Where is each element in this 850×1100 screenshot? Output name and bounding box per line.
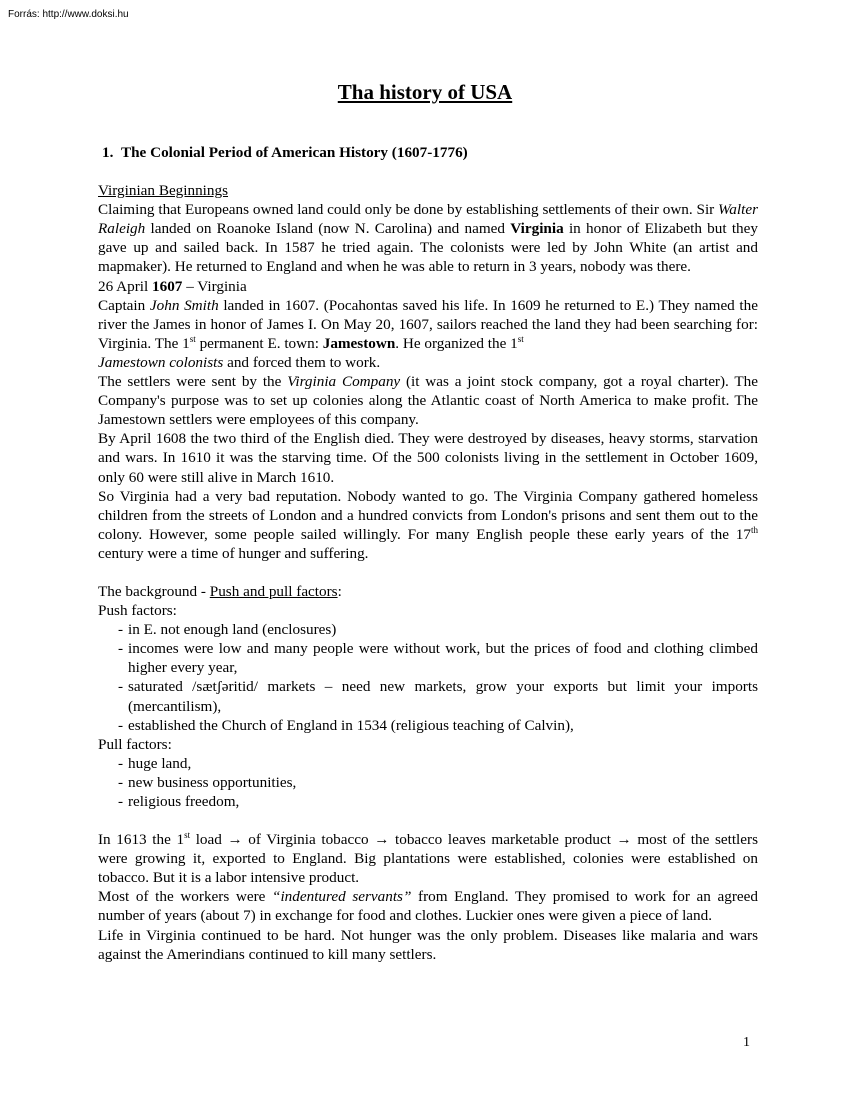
italic-name: Walter Raleigh (98, 201, 758, 238)
list-item-text: religious freedom, (128, 793, 240, 810)
text: – Virginia (182, 277, 247, 295)
bold-name: Virginia (510, 220, 564, 238)
text: . He organized the 1 (395, 334, 518, 352)
text: and forced them to work. (223, 353, 381, 371)
page-number: 1 (743, 1035, 750, 1050)
underlined-text: Push and pull factors (209, 582, 338, 600)
text: The settlers were sent by the (98, 373, 288, 391)
text: in honor of Elizabeth but they gave up and sailed back. In 1587 he tried again. The colonists were led by John White (an artist and mapmaker). He returned to England and when he was able to return in 3 years, nobody was there. (98, 220, 758, 276)
dash: - (118, 621, 124, 639)
paragraph-virginia-company (98, 372, 758, 429)
list-item-text: new business opportunities, (128, 773, 297, 791)
paragraph-raleigh (98, 200, 758, 276)
text: Most of the workers were (98, 888, 273, 906)
text: So Virginia had a very bad reputation. Nobody wanted to go. The Virginia Company gathered homeless children from the streets of London and a hundred convicts from London's prisons and sent them out to the colony. However, some people sailed willingly. For many English people these early years of the 17 (98, 487, 758, 543)
superscript: st (517, 333, 524, 344)
list-item (108, 792, 758, 811)
text: Captain (98, 296, 150, 314)
pull-factors-label: Pull factors: (98, 735, 172, 753)
text: In 1613 the 1 (98, 831, 185, 849)
dash: - (118, 678, 124, 696)
list-item-text: incomes were low and many people were without work, but the prices of food and clothing climbed higher every year, (128, 640, 758, 677)
spacer (98, 563, 758, 582)
bold-year: 1607 (152, 277, 183, 295)
paragraph-life-in-virginia: Life in Virginia continued to be hard. Not hunger was the only problem. Diseases like malaria and wars against the Amerindians continued to kill many settlers. (98, 926, 758, 963)
list-item (108, 716, 758, 735)
page-title: Tha history of USA (337, 80, 513, 104)
text: : (337, 582, 342, 600)
dash: - (118, 716, 124, 734)
superscript: st (184, 830, 191, 841)
source-note: Forrás: http://www.doksi.hu (8, 9, 129, 20)
italic-name: John Smith (149, 296, 219, 314)
paragraph-reputation (98, 487, 758, 563)
bold-name: Jamestown (322, 334, 396, 352)
text: from England. They promised to work for an agreed number of years (about 7) in exchange for food and clothes. Luckier ones were given a piece of land. (98, 888, 758, 925)
document-body (98, 143, 758, 964)
text: load → of Virginia tobacco → tobacco leaves marketable product → most of the settlers were growing it, exported to England. Big plantations were established, colonies were established on tobacco. But it is a labor intensive product. (98, 831, 758, 887)
subheading-virginian-beginnings (98, 181, 758, 200)
list-item (108, 754, 758, 773)
paragraph-starving-time: By April 1608 the two third of the English died. They were destroyed by diseases, heavy storms, starvation and wars. In 1610 it was the starving time. Of the 500 colonists living in the settlement in October 1609, only 60 were still alive in March 1610. (98, 430, 758, 486)
dash: - (118, 793, 124, 810)
italic-phrase: Jamestown colonists (98, 353, 224, 371)
date-line (98, 277, 758, 296)
paragraph-indentured-servants (98, 887, 758, 925)
push-factors-label: Push factors: (98, 602, 177, 620)
paragraph-tobacco (98, 830, 758, 887)
text: landed on Roanoke Island (now N. Carolina) and named (145, 220, 511, 238)
spacer (98, 811, 758, 830)
list-item (108, 639, 758, 677)
text: The background - (98, 582, 210, 600)
superscript: th (750, 524, 758, 535)
subheading-text: Virginian Beginnings (98, 182, 229, 200)
text: permanent E. town: (195, 334, 323, 352)
text: Claiming that Europeans owned land could only be done by establishing settlements of their own. Sir (98, 201, 719, 219)
background-heading (98, 582, 758, 601)
list-item (108, 677, 758, 715)
superscript: st (189, 333, 196, 344)
list-item-text: saturated /sætʃəritid/ markets – need new markets, grow your exports but limit your imports (mercantilism), (128, 678, 758, 715)
list-item-text: established the Church of England in 1534 (religious teaching of Calvin), (128, 716, 574, 734)
italic-phrase: “indentured servants” (272, 888, 412, 906)
paragraph-john-smith (98, 296, 758, 372)
text: landed in 1607. (Pocahontas saved his life. In 1609 he returned to E.) They named the river the James in honor of James I. On May 20, 1607, sailors reached the land they had been searching for: Virginia. The 1 (98, 296, 758, 352)
dash: - (118, 773, 124, 791)
list-item-text: in E. not enough land (enclosures) (128, 621, 337, 639)
dash: - (118, 640, 124, 658)
list-item (108, 620, 758, 639)
section-heading: 1. The Colonial Period of American History (1607-1776) (102, 144, 468, 161)
dash: - (118, 754, 124, 772)
text: (it was a joint stock company, got a royal charter). The Company's purpose was to set up colonies along the Atlantic coast of North America to make profit. The Jamestown settlers were employees of this company. (98, 373, 758, 429)
text: 26 April (98, 277, 153, 295)
italic-name: Virginia Company (287, 373, 401, 391)
list-item (108, 773, 758, 792)
list-item-text: huge land, (128, 754, 192, 772)
text: century were a time of hunger and suffering. (98, 544, 369, 562)
